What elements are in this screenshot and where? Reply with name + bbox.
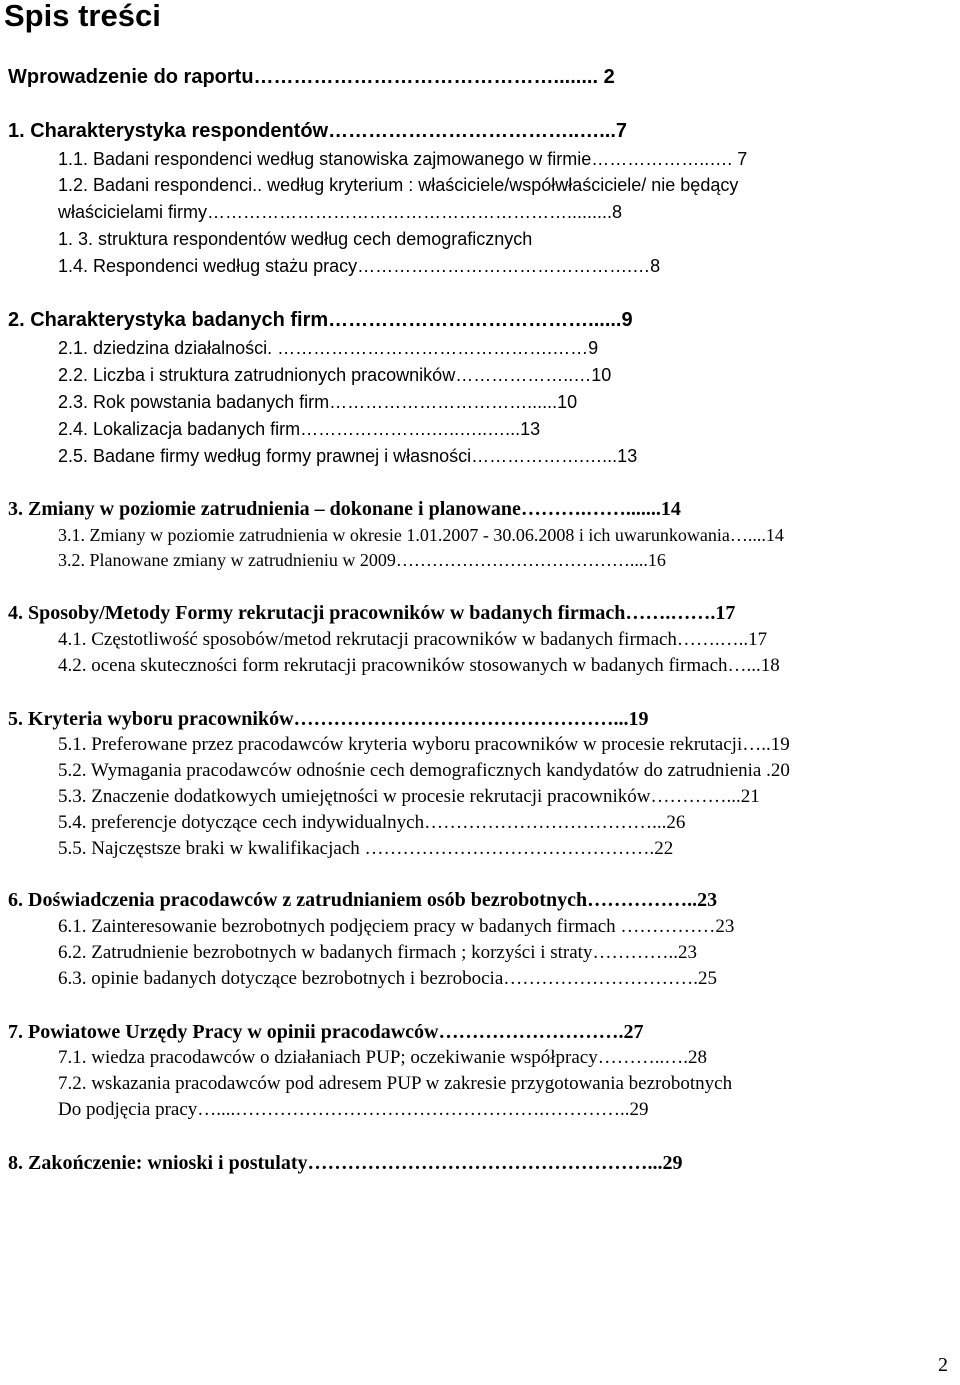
toc-entry[interactable] [0,653,960,679]
toc-entry-text: 5. Kryteria wyboru pracowników…………………………………………...19 [8,708,649,730]
toc-entry-text: 4.2. ocena skuteczności form rekrutacji pracowników stosowanych w badanych firmach…...18 [58,655,780,676]
toc-entry[interactable] [0,443,960,469]
toc-entry[interactable] [0,1045,960,1071]
toc-entry[interactable] [0,416,960,442]
toc-entry-text: 3.1. Zmiany w poziomie zatrudnienia w okresie 1.01.2007 - 30.06.2008 i ich uwarunkowania…....14 [58,525,784,545]
toc-entry[interactable] [0,836,960,862]
toc-entry-text: 6.2. Zatrudnienie bezrobotnych w badanych firmach ; korzyści i straty…………..23 [58,942,697,963]
toc-entry-text: 1.1. Badani respondenci według stanowiska zajmowanego w firmie………………..…. 7 [58,149,748,169]
toc-entry-text: 4. Sposoby/Metody Formy rekrutacji pracowników w badanych firmach…….…….17 [8,602,736,624]
toc-entry[interactable] [0,758,960,784]
toc-entry[interactable] [0,389,960,415]
toc-entry-text: 2.1. dziedzina działalności. ……………………………………….……9 [58,338,599,358]
toc-entry[interactable] [0,600,960,626]
toc-entry[interactable] [0,706,960,732]
toc-entry[interactable] [0,1019,960,1045]
toc-entry[interactable] [0,940,960,966]
toc-entry[interactable] [0,914,960,940]
toc-entry-text: 2.4. Lokalizacja badanych firm………………….…..…..…...13 [58,419,541,439]
toc-entry[interactable] [0,199,960,225]
toc-entry[interactable] [0,362,960,388]
toc-entry[interactable] [0,1097,960,1123]
toc-entry-text: 7.1. wiedza pracodawców o działaniach PUP; oczekiwanie współpracy………..….28 [58,1047,707,1068]
toc-entry-text: 3.2. Planowane zmiany w zatrudnieniu w 2009…………………………………....16 [58,550,666,570]
toc-entry[interactable] [0,335,960,361]
toc-entry[interactable] [0,810,960,836]
toc-entry[interactable] [0,784,960,810]
toc-entry-text: 5.1. Preferowane przez pracodawców kryteria wyboru pracowników w procesie rekrutacji…..19 [58,734,790,755]
toc-entry[interactable] [0,253,960,279]
toc-entry-text: 5.3. Znaczenie dodatkowych umiejętności w procesie rekrutacji pracowników…………...21 [58,786,760,807]
toc-entry-text: 2.3. Rok powstania badanych firm……………………………......10 [58,392,578,412]
toc-entry[interactable] [0,887,960,913]
toc-entry[interactable] [0,732,960,758]
page-number: 2 [938,1354,948,1376]
toc-entry-text: 1. Charakterystyka respondentów………………………………..…...7 [8,120,628,142]
toc-entry[interactable] [0,1150,960,1176]
toc-entry-text: 2.5. Badane firmy według formy prawnej i własności……………….…...13 [58,446,638,466]
toc-entry[interactable] [0,496,960,522]
toc-entry[interactable] [0,1071,960,1097]
page-title: Spis treści [4,0,161,33]
toc-entry-text: 2.2. Liczba i struktura zatrudnionych pracowników………………..…10 [58,365,612,385]
toc-entry-text: 4.1. Częstotliwość sposobów/metod rekrutacji pracowników w badanych firmach…….…..17 [58,629,768,650]
toc-entry-text: 5.2. Wymagania pracodawców odnośnie cech demograficznych kandydatów do zatrudnienia .20 [58,760,790,781]
toc-entry-text: 1.4. Respondenci według stażu pracy……………………………………….…8 [58,256,661,276]
toc-entry-text: właścicielami firmy…………………………………………………….........8 [58,202,623,222]
toc-entry[interactable] [0,172,960,198]
toc-entry[interactable] [0,64,960,90]
toc-entry-text: 5.4. preferencje dotyczące cech indywidualnych………………………………...26 [58,812,686,833]
toc-entry[interactable] [0,118,960,144]
toc-entry-text: 6.3. opinie badanych dotyczące bezrobotnych i bezrobocia………………………….25 [58,968,718,989]
toc-entry-text: 6. Doświadczenia pracodawców z zatrudnianiem osób bezrobotnych……………..23 [8,889,718,911]
toc-entry-text: 7.2. wskazania pracodawców pod adresem PUP w zakresie przygotowania bezrobotnych [58,1073,733,1094]
toc-entry-text: 8. Zakończenie: wnioski i postulaty……………………………………………...29 [8,1152,683,1174]
toc-entry-text: Wprowadzenie do raportu………………………………………........ 2 [8,66,615,88]
toc-entry-text: Do podjęcia pracy…....………………………………………….…………..29 [58,1099,649,1120]
toc-entry-text: 1.2. Badani respondenci.. według kryterium : właściciele/współwłaściciele/ nie będący [58,175,739,195]
toc-entry-text: 1. 3. struktura respondentów według cech demograficznych [58,229,533,249]
toc-entry-text: 2. Charakterystyka badanych firm…………………………………......9 [8,309,633,331]
toc-entry[interactable] [0,966,960,992]
toc-entry[interactable] [0,627,960,653]
toc-entry-text: 3. Zmiany w poziomie zatrudnienia – dokonane i planowane……….…….......14 [8,498,681,520]
toc-entry-text: 7. Powiatowe Urzędy Pracy w opinii pracodawców……………………….27 [8,1021,644,1043]
toc-entry[interactable] [0,226,960,252]
toc-entry[interactable] [0,307,960,333]
toc-entry-text: 6.1. Zainteresowanie bezrobotnych podjęciem pracy w badanych firmach ……………23 [58,916,735,937]
toc-entry[interactable] [0,547,960,573]
toc-entry[interactable] [0,522,960,548]
toc-entry[interactable] [0,146,960,172]
toc-entry-text: 5.5. Najczęstsze braki w kwalifikacjach ……………………………………….22 [58,838,674,859]
